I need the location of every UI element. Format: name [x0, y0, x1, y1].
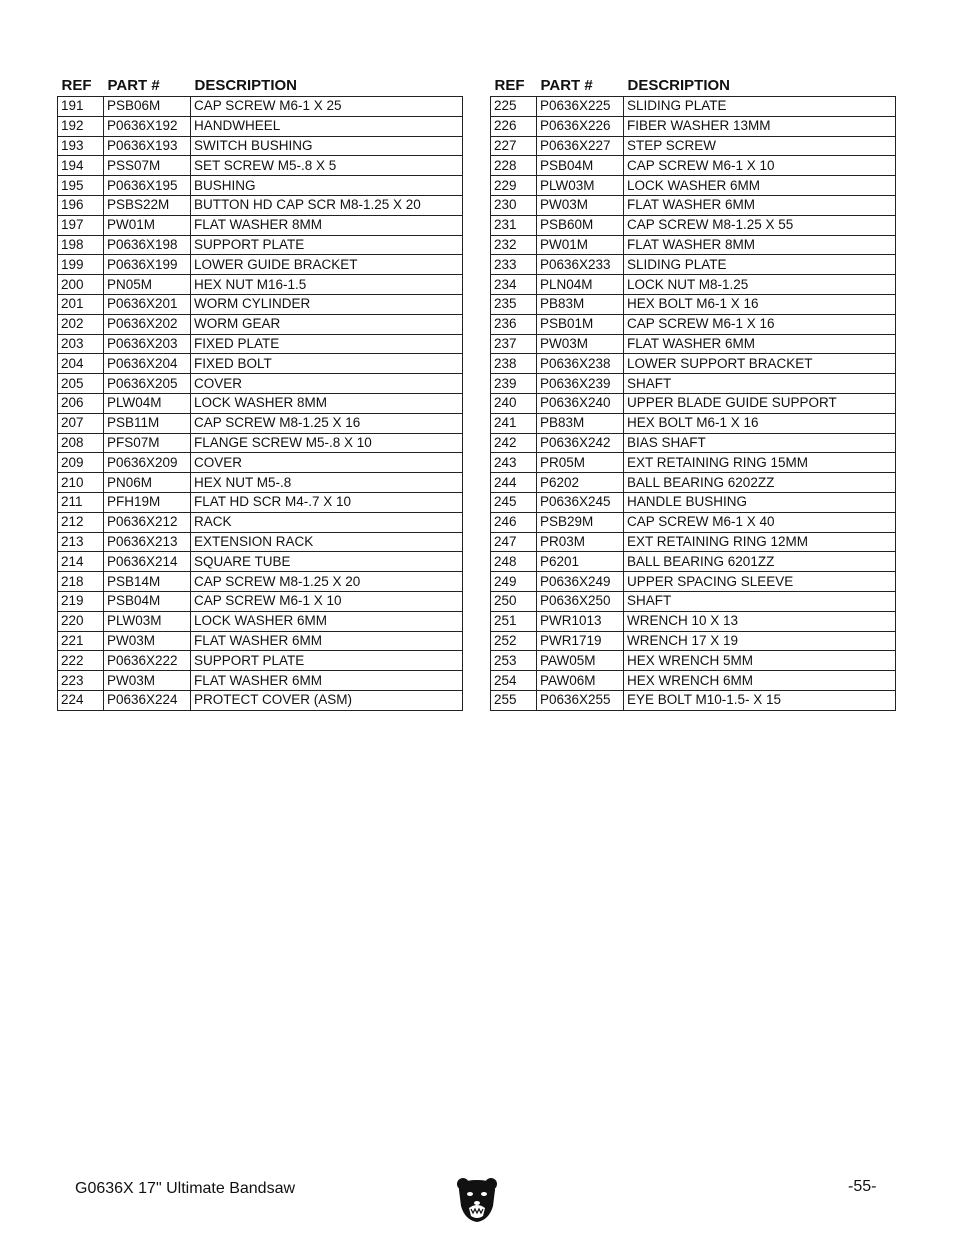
ref-cell: 231: [491, 215, 537, 235]
table-row: [491, 136, 896, 156]
description-cell: WORM GEAR: [191, 314, 463, 334]
table-row: [491, 532, 896, 552]
description-header: DESCRIPTION: [194, 76, 298, 94]
description-cell: CAP SCREW M6-1 X 10: [191, 591, 463, 611]
ref-header: REF: [494, 76, 525, 94]
part-number-cell: PSB01M: [537, 314, 624, 334]
table-row: [58, 374, 463, 394]
description-cell: CAP SCREW M8-1.25 X 20: [191, 572, 463, 592]
part-number-cell: PN05M: [104, 275, 191, 295]
description-cell: LOWER SUPPORT BRACKET: [624, 354, 896, 374]
ref-cell: 219: [58, 591, 104, 611]
part-number-cell: P0636X209: [104, 453, 191, 473]
table-row: [58, 671, 463, 691]
ref-cell: 255: [491, 690, 537, 710]
description-cell: SUPPORT PLATE: [191, 235, 463, 255]
ref-cell: 250: [491, 591, 537, 611]
part-header: PART #: [107, 76, 160, 94]
ref-cell: 193: [58, 136, 104, 156]
part-number-cell: PR03M: [537, 532, 624, 552]
part-number-cell: PWR1719: [537, 631, 624, 651]
ref-cell: 238: [491, 354, 537, 374]
part-number-cell: P0636X201: [104, 294, 191, 314]
table-row: [491, 235, 896, 255]
ref-cell: 252: [491, 631, 537, 651]
description-cell: EXT RETAINING RING 12MM: [624, 532, 896, 552]
part-number-cell: P0636X240: [537, 393, 624, 413]
table-row: [491, 413, 896, 433]
part-number-cell: P0636X225: [537, 97, 624, 117]
table-row: [58, 195, 463, 215]
ref-cell: 234: [491, 275, 537, 295]
table-row: [491, 354, 896, 374]
table-row: [491, 156, 896, 176]
part-number-cell: P0636X203: [104, 334, 191, 354]
table-row: [491, 473, 896, 493]
part-number-cell: P0636X233: [537, 255, 624, 275]
ref-cell: 201: [58, 294, 104, 314]
table-row: [58, 294, 463, 314]
part-number-cell: P0636X204: [104, 354, 191, 374]
description-cell: LOCK NUT M8-1.25: [624, 275, 896, 295]
ref-cell: 227: [491, 136, 537, 156]
table-row: [58, 97, 463, 117]
description-cell: WRENCH 17 X 19: [624, 631, 896, 651]
table-row: [491, 294, 896, 314]
part-number-cell: P0636X224: [104, 690, 191, 710]
ref-cell: 199: [58, 255, 104, 275]
part-number-cell: PAW05M: [537, 651, 624, 671]
part-number-cell: PSBS22M: [104, 195, 191, 215]
table-row: [58, 116, 463, 136]
description-cell: COVER: [191, 453, 463, 473]
description-cell: SHAFT: [624, 591, 896, 611]
ref-cell: 241: [491, 413, 537, 433]
table-row: [491, 572, 896, 592]
ref-cell: 196: [58, 195, 104, 215]
table-row: [491, 314, 896, 334]
part-number-cell: PLW04M: [104, 393, 191, 413]
table-header-row: [491, 74, 896, 97]
part-number-cell: P0636X213: [104, 532, 191, 552]
ref-cell: 218: [58, 572, 104, 592]
ref-cell: 210: [58, 473, 104, 493]
ref-cell: 213: [58, 532, 104, 552]
table-row: [58, 314, 463, 334]
description-cell: UPPER SPACING SLEEVE: [624, 572, 896, 592]
ref-cell: 207: [58, 413, 104, 433]
table-row: [491, 195, 896, 215]
description-header: DESCRIPTION: [627, 76, 731, 94]
ref-cell: 191: [58, 97, 104, 117]
description-cell: LOCK WASHER 8MM: [191, 393, 463, 413]
description-cell: HEX NUT M16-1.5: [191, 275, 463, 295]
table-row: [491, 512, 896, 532]
part-number-cell: P0636X249: [537, 572, 624, 592]
part-number-cell: PB83M: [537, 294, 624, 314]
part-number-cell: PSS07M: [104, 156, 191, 176]
description-cell: CAP SCREW M8-1.25 X 16: [191, 413, 463, 433]
ref-cell: 240: [491, 393, 537, 413]
part-number-cell: P0636X222: [104, 651, 191, 671]
table-row: [491, 116, 896, 136]
ref-cell: 208: [58, 433, 104, 453]
table-row: [491, 215, 896, 235]
description-cell: WRENCH 10 X 13: [624, 611, 896, 631]
description-cell: BUSHING: [191, 176, 463, 196]
description-cell: HANDWHEEL: [191, 116, 463, 136]
description-cell: WORM CYLINDER: [191, 294, 463, 314]
part-number-cell: P0636X195: [104, 176, 191, 196]
part-number-cell: P0636X212: [104, 512, 191, 532]
part-number-cell: PSB14M: [104, 572, 191, 592]
description-cell: FLAT WASHER 6MM: [624, 334, 896, 354]
ref-cell: 242: [491, 433, 537, 453]
description-cell: SET SCREW M5-.8 X 5: [191, 156, 463, 176]
part-number-cell: P0636X199: [104, 255, 191, 275]
table-row: [491, 651, 896, 671]
table-row: [58, 413, 463, 433]
description-cell: FIXED PLATE: [191, 334, 463, 354]
part-number-cell: P0636X205: [104, 374, 191, 394]
ref-cell: 221: [58, 631, 104, 651]
description-cell: RACK: [191, 512, 463, 532]
table-row: [58, 631, 463, 651]
table-row: [58, 156, 463, 176]
table-row: [491, 453, 896, 473]
part-number-cell: PR05M: [537, 453, 624, 473]
table-row: [491, 97, 896, 117]
table-row: [491, 393, 896, 413]
ref-cell: 209: [58, 453, 104, 473]
description-cell: FLAT WASHER 6MM: [191, 671, 463, 691]
page-number: -55-: [848, 1178, 877, 1195]
description-cell: CAP SCREW M8-1.25 X 55: [624, 215, 896, 235]
description-cell: CAP SCREW M6-1 X 16: [624, 314, 896, 334]
table-row: [58, 473, 463, 493]
description-cell: FLANGE SCREW M5-.8 X 10: [191, 433, 463, 453]
table-row: [58, 235, 463, 255]
table-row: [58, 651, 463, 671]
ref-cell: 253: [491, 651, 537, 671]
description-cell: SHAFT: [624, 374, 896, 394]
part-number-cell: PFS07M: [104, 433, 191, 453]
part-number-cell: P0636X255: [537, 690, 624, 710]
table-row: [491, 552, 896, 572]
ref-cell: 212: [58, 512, 104, 532]
table-row: [58, 611, 463, 631]
ref-cell: 225: [491, 97, 537, 117]
description-cell: FLAT WASHER 6MM: [624, 195, 896, 215]
table-row: [58, 591, 463, 611]
table-row: [491, 631, 896, 651]
table-row: [491, 591, 896, 611]
table-row: [58, 275, 463, 295]
description-cell: LOCK WASHER 6MM: [624, 176, 896, 196]
description-cell: FLAT HD SCR M4-.7 X 10: [191, 492, 463, 512]
ref-cell: 229: [491, 176, 537, 196]
table-row: [58, 354, 463, 374]
part-number-cell: PB83M: [537, 413, 624, 433]
ref-cell: 197: [58, 215, 104, 235]
description-cell: FLAT WASHER 8MM: [191, 215, 463, 235]
part-number-cell: PLW03M: [104, 611, 191, 631]
table-row: [491, 374, 896, 394]
ref-cell: 224: [58, 690, 104, 710]
description-cell: BALL BEARING 6202ZZ: [624, 473, 896, 493]
part-number-cell: PSB11M: [104, 413, 191, 433]
part-number-cell: P0636X250: [537, 591, 624, 611]
ref-cell: 243: [491, 453, 537, 473]
table-row: [58, 492, 463, 512]
ref-cell: 247: [491, 532, 537, 552]
description-cell: CAP SCREW M6-1 X 10: [624, 156, 896, 176]
ref-cell: 200: [58, 275, 104, 295]
part-number-cell: P0636X193: [104, 136, 191, 156]
table-row: [491, 671, 896, 691]
table-row: [491, 433, 896, 453]
description-cell: EXT RETAINING RING 15MM: [624, 453, 896, 473]
table-row: [58, 552, 463, 572]
description-cell: SUPPORT PLATE: [191, 651, 463, 671]
part-number-cell: P0636X227: [537, 136, 624, 156]
part-number-cell: P0636X238: [537, 354, 624, 374]
table-header-row: [58, 74, 463, 97]
table-row: [58, 690, 463, 710]
ref-cell: 230: [491, 195, 537, 215]
table-row: [58, 176, 463, 196]
parts-table-left: [57, 74, 463, 711]
description-cell: FIBER WASHER 13MM: [624, 116, 896, 136]
parts-table-right: [490, 74, 896, 711]
ref-cell: 233: [491, 255, 537, 275]
table-row: [58, 136, 463, 156]
table-row: [58, 512, 463, 532]
ref-cell: 220: [58, 611, 104, 631]
part-number-cell: PFH19M: [104, 492, 191, 512]
description-cell: FLAT WASHER 8MM: [624, 235, 896, 255]
part-number-cell: P6202: [537, 473, 624, 493]
description-cell: BIAS SHAFT: [624, 433, 896, 453]
bear-head-icon: [456, 1176, 498, 1224]
part-number-cell: PSB04M: [104, 591, 191, 611]
ref-cell: 249: [491, 572, 537, 592]
part-number-cell: P0636X198: [104, 235, 191, 255]
ref-cell: 248: [491, 552, 537, 572]
description-cell: PROTECT COVER (ASM): [191, 690, 463, 710]
description-cell: SWITCH BUSHING: [191, 136, 463, 156]
ref-cell: 244: [491, 473, 537, 493]
table-row: [491, 334, 896, 354]
part-number-cell: PLW03M: [537, 176, 624, 196]
ref-cell: 222: [58, 651, 104, 671]
ref-cell: 245: [491, 492, 537, 512]
description-cell: FIXED BOLT: [191, 354, 463, 374]
part-number-cell: P0636X239: [537, 374, 624, 394]
part-number-cell: PAW06M: [537, 671, 624, 691]
ref-cell: 204: [58, 354, 104, 374]
table-row: [58, 453, 463, 473]
description-cell: CAP SCREW M6-1 X 25: [191, 97, 463, 117]
ref-cell: 194: [58, 156, 104, 176]
description-cell: HEX WRENCH 6MM: [624, 671, 896, 691]
ref-cell: 236: [491, 314, 537, 334]
ref-cell: 206: [58, 393, 104, 413]
description-cell: HEX NUT M5-.8: [191, 473, 463, 493]
part-number-cell: PN06M: [104, 473, 191, 493]
table-row: [58, 393, 463, 413]
part-number-cell: PW01M: [104, 215, 191, 235]
manual-title: G0636X 17" Ultimate Bandsaw: [75, 1180, 296, 1197]
table-row: [491, 275, 896, 295]
table-row: [58, 572, 463, 592]
ref-cell: 246: [491, 512, 537, 532]
table-row: [491, 690, 896, 710]
part-number-cell: P0636X202: [104, 314, 191, 334]
ref-cell: 251: [491, 611, 537, 631]
ref-cell: 254: [491, 671, 537, 691]
part-number-cell: PSB04M: [537, 156, 624, 176]
ref-cell: 232: [491, 235, 537, 255]
ref-cell: 237: [491, 334, 537, 354]
description-cell: FLAT WASHER 6MM: [191, 631, 463, 651]
part-number-cell: PSB29M: [537, 512, 624, 532]
description-cell: EYE BOLT M10-1.5- X 15: [624, 690, 896, 710]
ref-cell: 203: [58, 334, 104, 354]
description-cell: LOWER GUIDE BRACKET: [191, 255, 463, 275]
ref-cell: 192: [58, 116, 104, 136]
description-cell: SLIDING PLATE: [624, 255, 896, 275]
part-number-cell: P0636X245: [537, 492, 624, 512]
part-number-cell: P0636X192: [104, 116, 191, 136]
ref-cell: 214: [58, 552, 104, 572]
description-cell: BUTTON HD CAP SCR M8-1.25 X 20: [191, 195, 463, 215]
description-cell: COVER: [191, 374, 463, 394]
part-header: PART #: [540, 76, 593, 94]
table-row: [58, 532, 463, 552]
ref-cell: 235: [491, 294, 537, 314]
description-cell: HEX BOLT M6-1 X 16: [624, 413, 896, 433]
description-cell: UPPER BLADE GUIDE SUPPORT: [624, 393, 896, 413]
description-cell: STEP SCREW: [624, 136, 896, 156]
table-row: [491, 176, 896, 196]
description-cell: LOCK WASHER 6MM: [191, 611, 463, 631]
part-number-cell: PW03M: [537, 334, 624, 354]
description-cell: BALL BEARING 6201ZZ: [624, 552, 896, 572]
ref-cell: 223: [58, 671, 104, 691]
part-number-cell: P0636X226: [537, 116, 624, 136]
part-number-cell: P0636X214: [104, 552, 191, 572]
part-number-cell: PW03M: [104, 671, 191, 691]
table-row: [58, 433, 463, 453]
part-number-cell: PW03M: [104, 631, 191, 651]
part-number-cell: PW03M: [537, 195, 624, 215]
ref-cell: 211: [58, 492, 104, 512]
ref-cell: 228: [491, 156, 537, 176]
description-cell: CAP SCREW M6-1 X 40: [624, 512, 896, 532]
ref-cell: 198: [58, 235, 104, 255]
table-row: [491, 492, 896, 512]
table-row: [491, 611, 896, 631]
table-row: [58, 334, 463, 354]
table-row: [58, 255, 463, 275]
description-cell: SLIDING PLATE: [624, 97, 896, 117]
ref-cell: 239: [491, 374, 537, 394]
ref-cell: 202: [58, 314, 104, 334]
description-cell: SQUARE TUBE: [191, 552, 463, 572]
description-cell: HEX WRENCH 5MM: [624, 651, 896, 671]
part-number-cell: PSB60M: [537, 215, 624, 235]
part-number-cell: PLN04M: [537, 275, 624, 295]
ref-cell: 226: [491, 116, 537, 136]
ref-cell: 195: [58, 176, 104, 196]
part-number-cell: P0636X242: [537, 433, 624, 453]
ref-cell: 205: [58, 374, 104, 394]
table-row: [491, 255, 896, 275]
description-cell: HANDLE BUSHING: [624, 492, 896, 512]
ref-header: REF: [61, 76, 92, 94]
part-number-cell: PSB06M: [104, 97, 191, 117]
description-cell: HEX BOLT M6-1 X 16: [624, 294, 896, 314]
part-number-cell: PW01M: [537, 235, 624, 255]
part-number-cell: P6201: [537, 552, 624, 572]
table-row: [58, 215, 463, 235]
part-number-cell: PWR1013: [537, 611, 624, 631]
description-cell: EXTENSION RACK: [191, 532, 463, 552]
